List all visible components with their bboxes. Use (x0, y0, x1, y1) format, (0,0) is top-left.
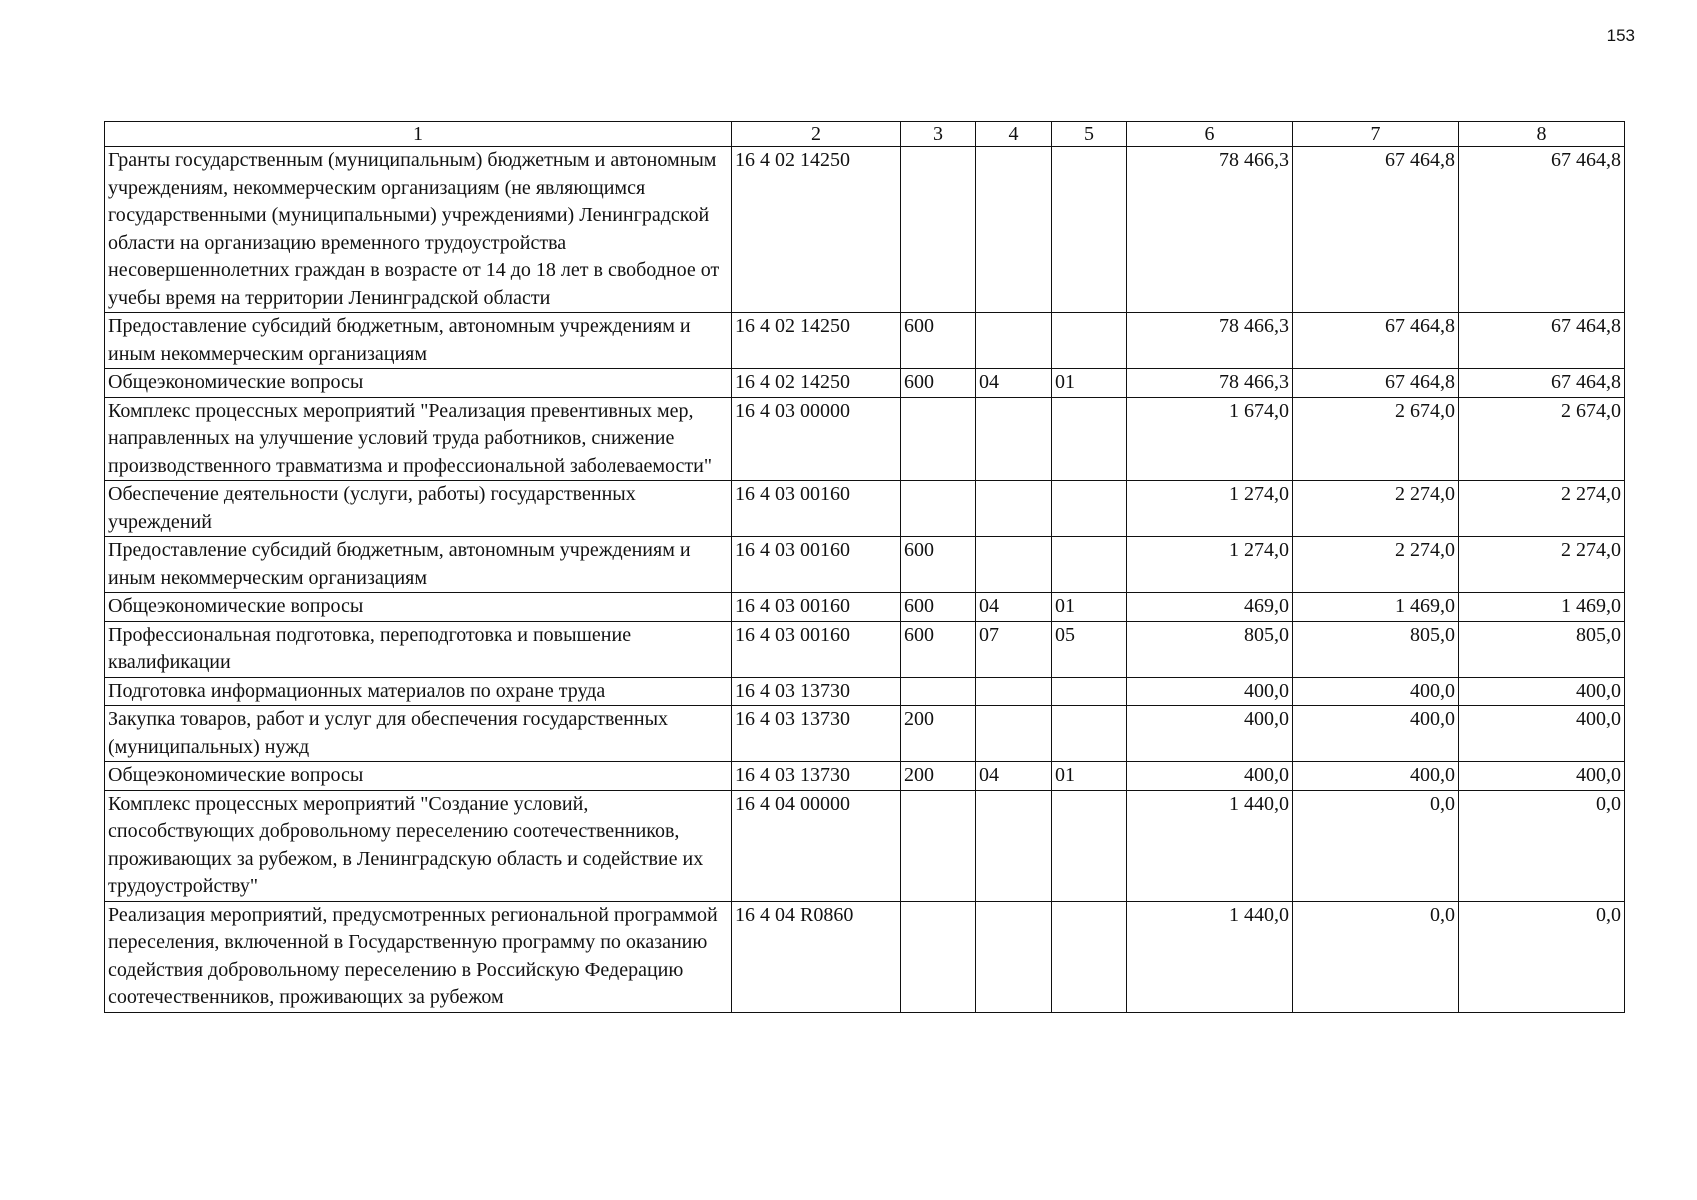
subsection-code (1052, 537, 1127, 593)
expense-type-code (901, 397, 976, 481)
subsection-code: 01 (1052, 593, 1127, 622)
row-name: Гранты государственным (муниципальным) бюджетным и автономным учреждениям, некоммерческим организациям (не являющимся государственными (муниципальными) учреждениями) Ленинградской области на организацию временного трудоустройства несовершеннолетних граждан в возрасте от 14 до 18 лет в свободное от учебы время на территории Ленинградской области (105, 147, 732, 313)
header-cell: 8 (1459, 122, 1625, 147)
section-code (976, 537, 1052, 593)
section-code (976, 481, 1052, 537)
table-row (105, 537, 1625, 593)
section-code: 04 (976, 762, 1052, 791)
target-article-code: 16 4 04 00000 (732, 790, 901, 901)
subsection-code (1052, 790, 1127, 901)
target-article-code: 16 4 03 13730 (732, 706, 901, 762)
amount-col-6: 1 440,0 (1127, 901, 1293, 1012)
row-name: Общеэкономические вопросы (105, 762, 732, 791)
amount-col-7: 2 274,0 (1293, 537, 1459, 593)
header-cell: 5 (1052, 122, 1127, 147)
amount-col-6: 1 674,0 (1127, 397, 1293, 481)
table-row (105, 397, 1625, 481)
expense-type-code (901, 790, 976, 901)
amount-col-8: 400,0 (1459, 762, 1625, 791)
amount-col-6: 78 466,3 (1127, 313, 1293, 369)
amount-col-7: 1 469,0 (1293, 593, 1459, 622)
table-row (105, 762, 1625, 791)
subsection-code (1052, 677, 1127, 706)
subsection-code (1052, 313, 1127, 369)
section-code (976, 706, 1052, 762)
table-row (105, 593, 1625, 622)
target-article-code: 16 4 03 13730 (732, 677, 901, 706)
row-name: Реализация мероприятий, предусмотренных региональной программой переселения, включенной в Государственную программу по оказанию содействия добровольному переселению в Российскую Федерацию соотечественников, проживающих за рубежом (105, 901, 732, 1012)
amount-col-6: 400,0 (1127, 762, 1293, 791)
amount-col-8: 0,0 (1459, 790, 1625, 901)
expense-type-code (901, 147, 976, 313)
expense-type-code: 600 (901, 537, 976, 593)
subsection-code (1052, 901, 1127, 1012)
section-code: 04 (976, 369, 1052, 398)
amount-col-6: 1 274,0 (1127, 481, 1293, 537)
section-code (976, 313, 1052, 369)
section-code (976, 147, 1052, 313)
budget-table (104, 121, 1625, 1013)
target-article-code: 16 4 04 R0860 (732, 901, 901, 1012)
header-cell: 3 (901, 122, 976, 147)
amount-col-6: 400,0 (1127, 677, 1293, 706)
row-name: Обеспечение деятельности (услуги, работы) государственных учреждений (105, 481, 732, 537)
table-row (105, 313, 1625, 369)
amount-col-6: 1 274,0 (1127, 537, 1293, 593)
amount-col-7: 0,0 (1293, 790, 1459, 901)
amount-col-6: 400,0 (1127, 706, 1293, 762)
subsection-code: 01 (1052, 762, 1127, 791)
target-article-code: 16 4 03 00160 (732, 621, 901, 677)
row-name: Комплекс процессных мероприятий "Реализация превентивных мер, направленных на улучшение условий труда работников, снижение производственного травматизма и профессиональной заболеваемости" (105, 397, 732, 481)
target-article-code: 16 4 02 14250 (732, 147, 901, 313)
table-row (105, 147, 1625, 313)
table-row (105, 706, 1625, 762)
amount-col-7: 67 464,8 (1293, 369, 1459, 398)
amount-col-8: 67 464,8 (1459, 369, 1625, 398)
amount-col-8: 0,0 (1459, 901, 1625, 1012)
header-cell: 1 (105, 122, 732, 147)
amount-col-6: 78 466,3 (1127, 369, 1293, 398)
amount-col-6: 78 466,3 (1127, 147, 1293, 313)
header-cell: 6 (1127, 122, 1293, 147)
table-row (105, 621, 1625, 677)
subsection-code (1052, 481, 1127, 537)
section-code: 07 (976, 621, 1052, 677)
amount-col-8: 400,0 (1459, 706, 1625, 762)
amount-col-7: 400,0 (1293, 677, 1459, 706)
row-name: Профессиональная подготовка, переподготовка и повышение квалификации (105, 621, 732, 677)
amount-col-8: 1 469,0 (1459, 593, 1625, 622)
row-name: Предоставление субсидий бюджетным, автономным учреждениям и иным некоммерческим организациям (105, 313, 732, 369)
row-name: Общеэкономические вопросы (105, 593, 732, 622)
amount-col-8: 67 464,8 (1459, 313, 1625, 369)
table-body (105, 147, 1625, 1013)
header-row (105, 122, 1625, 147)
expense-type-code (901, 481, 976, 537)
expense-type-code: 600 (901, 621, 976, 677)
table-row (105, 481, 1625, 537)
table-row (105, 369, 1625, 398)
amount-col-7: 2 674,0 (1293, 397, 1459, 481)
amount-col-8: 400,0 (1459, 677, 1625, 706)
target-article-code: 16 4 03 13730 (732, 762, 901, 791)
section-code (976, 901, 1052, 1012)
expense-type-code: 600 (901, 369, 976, 398)
section-code (976, 790, 1052, 901)
target-article-code: 16 4 03 00160 (732, 481, 901, 537)
amount-col-7: 400,0 (1293, 706, 1459, 762)
amount-col-7: 67 464,8 (1293, 147, 1459, 313)
header-cell: 7 (1293, 122, 1459, 147)
amount-col-7: 67 464,8 (1293, 313, 1459, 369)
subsection-code (1052, 706, 1127, 762)
section-code: 04 (976, 593, 1052, 622)
target-article-code: 16 4 02 14250 (732, 369, 901, 398)
header-cell: 4 (976, 122, 1052, 147)
row-name: Комплекс процессных мероприятий "Создание условий, способствующих добровольному переселению соотечественников, проживающих за рубежом, в Ленинградскую область и содействие их трудоустройству" (105, 790, 732, 901)
target-article-code: 16 4 03 00160 (732, 537, 901, 593)
amount-col-8: 2 274,0 (1459, 481, 1625, 537)
amount-col-6: 469,0 (1127, 593, 1293, 622)
target-article-code: 16 4 03 00000 (732, 397, 901, 481)
header-cell: 2 (732, 122, 901, 147)
page-number: 153 (1606, 26, 1635, 45)
target-article-code: 16 4 02 14250 (732, 313, 901, 369)
row-name: Подготовка информационных материалов по охране труда (105, 677, 732, 706)
section-code (976, 677, 1052, 706)
subsection-code: 05 (1052, 621, 1127, 677)
amount-col-8: 2 674,0 (1459, 397, 1625, 481)
row-name: Общеэкономические вопросы (105, 369, 732, 398)
row-name: Закупка товаров, работ и услуг для обеспечения государственных (муниципальных) нужд (105, 706, 732, 762)
amount-col-8: 67 464,8 (1459, 147, 1625, 313)
amount-col-8: 2 274,0 (1459, 537, 1625, 593)
amount-col-8: 805,0 (1459, 621, 1625, 677)
expense-type-code (901, 677, 976, 706)
subsection-code (1052, 397, 1127, 481)
table-row (105, 901, 1625, 1012)
expense-type-code: 600 (901, 593, 976, 622)
amount-col-7: 2 274,0 (1293, 481, 1459, 537)
amount-col-7: 0,0 (1293, 901, 1459, 1012)
table-row (105, 790, 1625, 901)
amount-col-7: 400,0 (1293, 762, 1459, 791)
section-code (976, 397, 1052, 481)
subsection-code: 01 (1052, 369, 1127, 398)
subsection-code (1052, 147, 1127, 313)
expense-type-code: 200 (901, 762, 976, 791)
amount-col-7: 805,0 (1293, 621, 1459, 677)
row-name: Предоставление субсидий бюджетным, автономным учреждениям и иным некоммерческим организациям (105, 537, 732, 593)
expense-type-code: 600 (901, 313, 976, 369)
expense-type-code (901, 901, 976, 1012)
amount-col-6: 805,0 (1127, 621, 1293, 677)
table-row (105, 677, 1625, 706)
expense-type-code: 200 (901, 706, 976, 762)
amount-col-6: 1 440,0 (1127, 790, 1293, 901)
target-article-code: 16 4 03 00160 (732, 593, 901, 622)
